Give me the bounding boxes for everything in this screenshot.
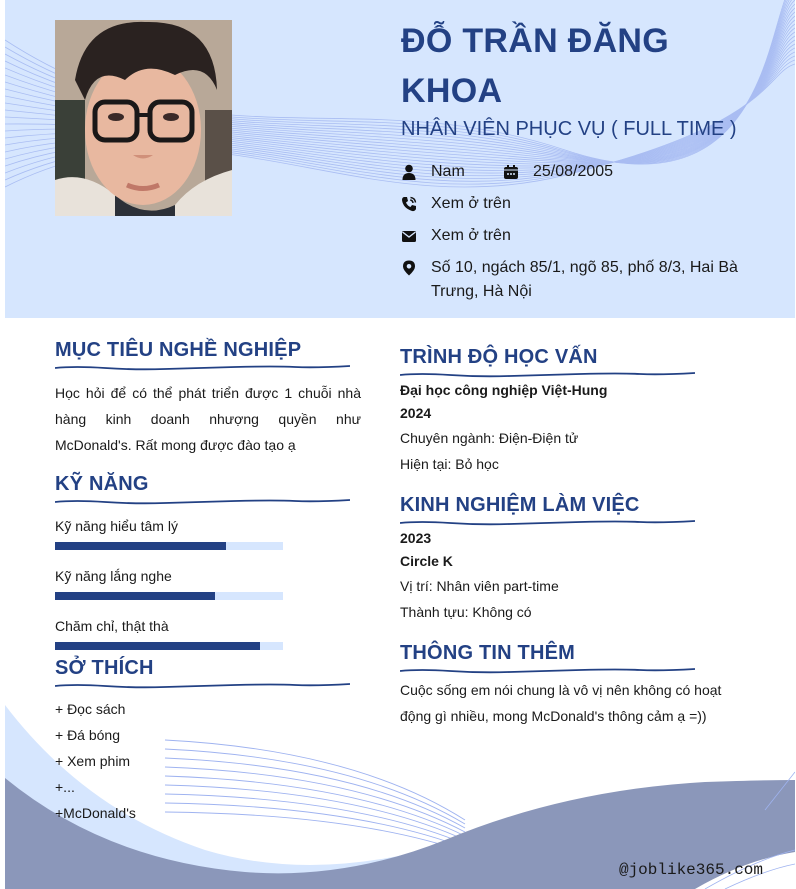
experience-section <box>400 491 750 625</box>
skill-bar <box>55 542 283 550</box>
education-major: Chuyên ngành: Điện-Điện tử <box>400 430 579 446</box>
email-value: Xem ở trên <box>431 227 511 244</box>
skill-bar-fill <box>55 542 226 550</box>
phone-icon <box>401 192 431 216</box>
address-value: Số 10, ngách 85/1, ngõ 85, phố 8/3, Hai Bà Trưng, Hà Nội <box>431 259 738 300</box>
hobby-item: + Xem phim <box>55 753 131 769</box>
skill-label: Chăm chỉ, thật thà <box>55 618 169 634</box>
user-icon <box>401 160 431 184</box>
education-year: 2024 <box>400 405 432 421</box>
cv-page <box>5 0 795 889</box>
heading-underline <box>55 364 350 372</box>
education-status: Hiện tại: Bỏ học <box>400 456 499 472</box>
skill-item <box>55 566 361 600</box>
heading-underline <box>400 667 695 675</box>
watermark-link[interactable]: @joblike365.com <box>618 861 763 879</box>
hobby-item: + Đá bóng <box>55 727 120 743</box>
skills-section <box>55 470 361 650</box>
skill-item <box>55 616 361 650</box>
candidate-name: ĐỖ TRẦN ĐĂNG KHOA <box>401 22 670 110</box>
experience-position: Vị trí: Nhân viên part-time <box>400 578 559 594</box>
calendar-icon <box>503 160 533 184</box>
experience-year: 2023 <box>400 530 432 546</box>
education-heading: TRÌNH ĐỘ HỌC VẤN <box>400 346 598 368</box>
additional-info-section <box>400 639 740 729</box>
hobbies-heading: SỞ THÍCH <box>55 657 154 679</box>
gender-value: Nam <box>431 163 465 180</box>
additional-info-text: Cuộc sống em nói chung là vô vị nên không có hoạt động gì nhiều, mong McDonald's thông cảm ạ =)) <box>400 682 722 724</box>
profile-photo-image <box>55 20 232 216</box>
job-title: NHÂN VIÊN PHỤC VỤ ( FULL TIME ) <box>401 118 737 140</box>
contact-info <box>401 160 761 312</box>
experience-heading: KINH NGHIỆM LÀM VIỆC <box>400 494 640 516</box>
heading-underline <box>400 371 695 379</box>
experience-achievement: Thành tựu: Không có <box>400 604 532 620</box>
skill-label: Kỹ năng lắng nghe <box>55 568 172 584</box>
hobby-list <box>55 696 361 826</box>
education-section <box>400 343 750 477</box>
envelope-icon <box>401 224 431 248</box>
hobby-item: + Đọc sách <box>55 701 126 717</box>
hobby-item: +... <box>55 779 75 795</box>
profile-photo <box>55 20 232 216</box>
skill-bar <box>55 642 283 650</box>
phone-row <box>401 192 761 224</box>
skills-heading: KỸ NĂNG <box>55 473 149 495</box>
objective-section <box>55 336 361 458</box>
hobby-item: +McDonald's <box>55 805 136 821</box>
objective-heading: MỤC TIÊU NGHỀ NGHIỆP <box>55 339 302 361</box>
map-pin-icon <box>401 256 431 280</box>
skill-bar-fill <box>55 592 215 600</box>
objective-text: Học hỏi để có thể phát triển được 1 chuỗi nhà hàng kinh doanh nhượng quyền như McDonald's. Rất mong được đào tạo ạ <box>55 385 361 453</box>
experience-company: Circle K <box>400 553 453 569</box>
header-band <box>5 0 795 318</box>
phone-value: Xem ở trên <box>431 195 511 212</box>
additional-info-heading: THÔNG TIN THÊM <box>400 642 576 664</box>
skill-bar <box>55 592 283 600</box>
heading-underline <box>400 519 695 527</box>
address-row <box>401 256 761 312</box>
heading-underline <box>55 498 350 506</box>
email-row <box>401 224 761 256</box>
hobbies-section <box>55 654 361 826</box>
birthdate-value: 25/08/2005 <box>533 163 614 180</box>
skill-item <box>55 516 361 550</box>
education-school: Đại học công nghiệp Việt-Hung <box>400 382 608 398</box>
personal-row <box>401 160 761 192</box>
skill-label: Kỹ năng hiểu tâm lý <box>55 518 178 534</box>
heading-underline <box>55 682 350 690</box>
skill-bar-fill <box>55 642 260 650</box>
